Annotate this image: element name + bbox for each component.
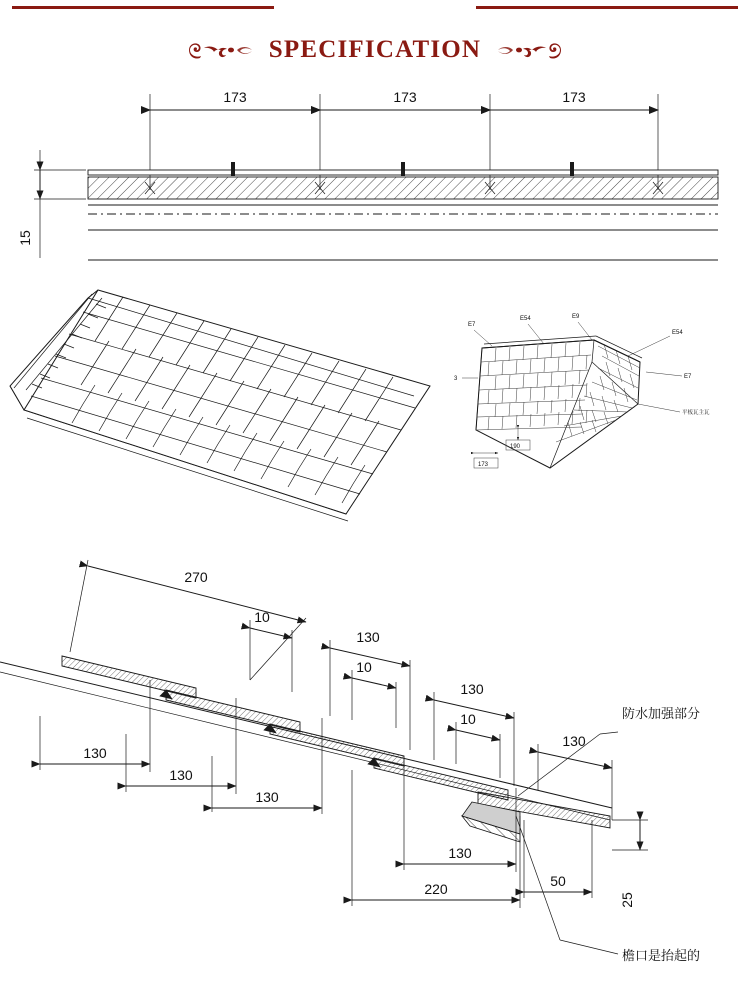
decorative-rule-right [476,6,738,9]
dim-130-top-a: 130 [356,629,380,645]
ornament-flourish-left-icon [185,37,255,63]
header-rules [0,0,750,16]
dim-190: 190 [510,444,521,450]
dim-50: 50 [550,873,566,889]
label-eave-lifted: 檐口是抬起的 [622,948,701,963]
roof-hip-isometric-right [432,300,740,515]
ornament-flourish-right-icon [495,37,565,63]
dim-130-low-a: 130 [83,745,107,761]
dim-130-low-b: 130 [169,767,193,783]
page-title-row [0,30,750,70]
callout-3: 3 [454,376,458,382]
dim-173-c: 173 [562,89,586,105]
dim-10-a: 10 [254,609,270,625]
tile-batten-spacing-section [0,78,750,278]
callout-e9: E9 [572,314,580,320]
dim-220: 220 [424,881,448,897]
dim-173-small: 173 [478,462,489,468]
dim-130-low-c: 130 [255,789,279,805]
tile-overlap-section-detail [0,520,750,990]
dim-25: 25 [619,892,635,908]
dim-10-c: 10 [460,711,476,727]
dim-130-top-b: 130 [460,681,484,697]
dim-173-b: 173 [393,89,417,105]
dim-10-b: 10 [356,659,372,675]
callout-e54-right: E54 [672,330,683,336]
label-waterproof-reinforcement: 防水加强部分 [622,706,701,721]
dim-15: 15 [17,230,33,246]
dim-130-top-c: 130 [562,733,586,749]
callout-e7-top: E7 [468,322,476,328]
dim-130-low-d: 130 [448,845,472,861]
dim-270: 270 [184,569,208,585]
callout-e7-right: E7 [684,374,692,380]
callout-main-tile-cn: 平板瓦主瓦 [682,410,710,416]
callout-e54-top: E54 [520,316,531,322]
decorative-rule-left [12,6,274,9]
page-title: SPECIFICATION [268,36,482,63]
roof-tile-isometric-left [10,268,440,530]
dim-173-a: 173 [223,89,247,105]
